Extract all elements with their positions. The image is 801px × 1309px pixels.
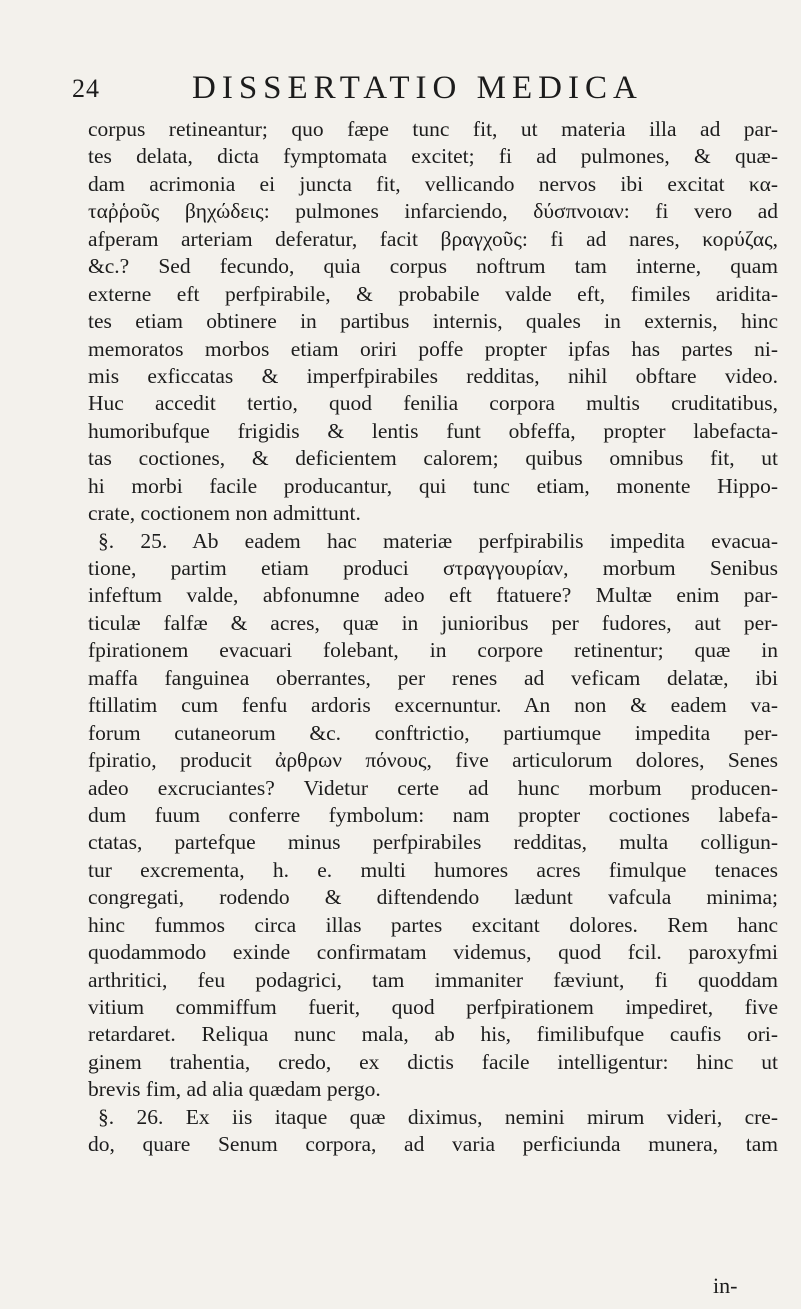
text-line: ginem trahentia, credo, ex dictis facile intelligentur: hinc ut bbox=[88, 1049, 778, 1074]
text-line: forum cutaneorum &c. conftrictio, partiumque impedita per- bbox=[88, 720, 778, 745]
text-line: arthritici, feu podagrici, tam immaniter fæviunt, fi quoddam bbox=[88, 967, 778, 992]
text-line: tas coctiones, & deficientem calorem; quibus omnibus fit, ut bbox=[88, 446, 778, 471]
text-line: quodammodo exinde confirmatam videmus, quod fcil. paroxyfmi bbox=[88, 940, 778, 965]
catchword: in- bbox=[713, 1273, 738, 1298]
text-line: ταῤῥοῦς βηχώδεις: pulmones infarciendo, δύσπνοιαν: fi vero ad bbox=[88, 199, 778, 224]
text-line: memoratos morbos etiam oriri poffe propter ipfas has partes ni- bbox=[88, 336, 778, 361]
text-line: brevis fim, ad alia quædam pergo. bbox=[88, 1077, 381, 1102]
text-line: tes etiam obtinere in partibus internis, quales in externis, hinc bbox=[88, 309, 778, 334]
text-line: externe eft perfpirabile, & probabile valde eft, fimiles aridita- bbox=[88, 281, 778, 306]
text-line: fpiratio, producit ἀρθρων πόνους, five articulorum dolores, Senes bbox=[88, 748, 778, 773]
text-line: hinc fummos circa illas partes excitant dolores. Rem hanc bbox=[88, 912, 778, 937]
page-number: 24 bbox=[72, 74, 100, 103]
text-line: ticulæ falfæ & acres, quæ in junioribus per fudores, aut per- bbox=[88, 610, 778, 635]
text-line: hi morbi facile producantur, qui tunc etiam, monente Hippo- bbox=[88, 473, 778, 498]
text-line: adeo excruciantes? Videtur certe ad hunc morbum producen- bbox=[88, 775, 778, 800]
text-line: §. 25. Ab eadem hac materiæ perfpirabilis impedita evacua- bbox=[98, 528, 778, 553]
text-line: infeftum valde, abfonumne adeo eft ftatuere? Multæ enim par- bbox=[88, 583, 778, 608]
text-line: do, quare Senum corpora, ad varia perficiunda munera, tam bbox=[88, 1132, 778, 1157]
text-line: tur excrementa, h. e. multi humores acres fimulque tenaces bbox=[88, 857, 778, 882]
text-line: tes delata, dicta fymptomata excitet; fi ad pulmones, & quæ- bbox=[88, 144, 778, 169]
text-line: fpirationem evacuari folebant, in corpore retinentur; quæ in bbox=[88, 638, 778, 663]
text-line: congregati, rodendo & diftendendo lædunt vafcula minima; bbox=[88, 885, 778, 910]
text-line: humoribufque frigidis & lentis funt obfeffa, propter labefacta- bbox=[88, 418, 778, 443]
page-header bbox=[72, 70, 762, 110]
body-text bbox=[88, 116, 778, 1159]
text-line: mis exficcatas & imperfpirabiles redditas, nihil obftare video. bbox=[88, 363, 778, 388]
text-line: §. 26. Ex iis itaque quæ diximus, nemini mirum videri, cre- bbox=[98, 1104, 778, 1129]
running-head: DISSERTATIO MEDICA bbox=[192, 70, 643, 106]
text-line: ctatas, partefque minus perfpirabiles redditas, multa colligun- bbox=[88, 830, 778, 855]
text-line: afperam arteriam deferatur, facit βραγχοῦς: fi ad nares, κορύζας, bbox=[88, 226, 778, 251]
text-line: ftillatim cum fenfu ardoris excernuntur. An non & eadem va- bbox=[88, 693, 778, 718]
text-line: dam acrimonia ei juncta fit, vellicando nervos ibi excitat κα- bbox=[88, 171, 778, 196]
text-line: tione, partim etiam produci στραγγουρίαν, morbum Senibus bbox=[88, 556, 778, 580]
text-line: vitium commiffum fuerit, quod perfpirationem impediret, five bbox=[88, 995, 778, 1019]
text-line: retardaret. Reliqua nunc mala, ab his, fimilibufque caufis ori- bbox=[88, 1022, 778, 1047]
text-line: dum fuum conferre fymbolum: nam propter coctiones labefa- bbox=[88, 802, 778, 827]
text-line: Huc accedit tertio, quod fenilia corpora multis cruditatibus, bbox=[88, 391, 778, 416]
text-line: maffa fanguinea oberrantes, per renes ad veficam delatæ, ibi bbox=[88, 665, 778, 690]
text-line: crate, coctionem non admittunt. bbox=[88, 501, 361, 526]
text-line: corpus retineantur; quo fæpe tunc fit, ut materia illa ad par- bbox=[88, 117, 778, 141]
text-line: &c.? Sed fecundo, quia corpus noftrum tam interne, quam bbox=[88, 254, 778, 279]
